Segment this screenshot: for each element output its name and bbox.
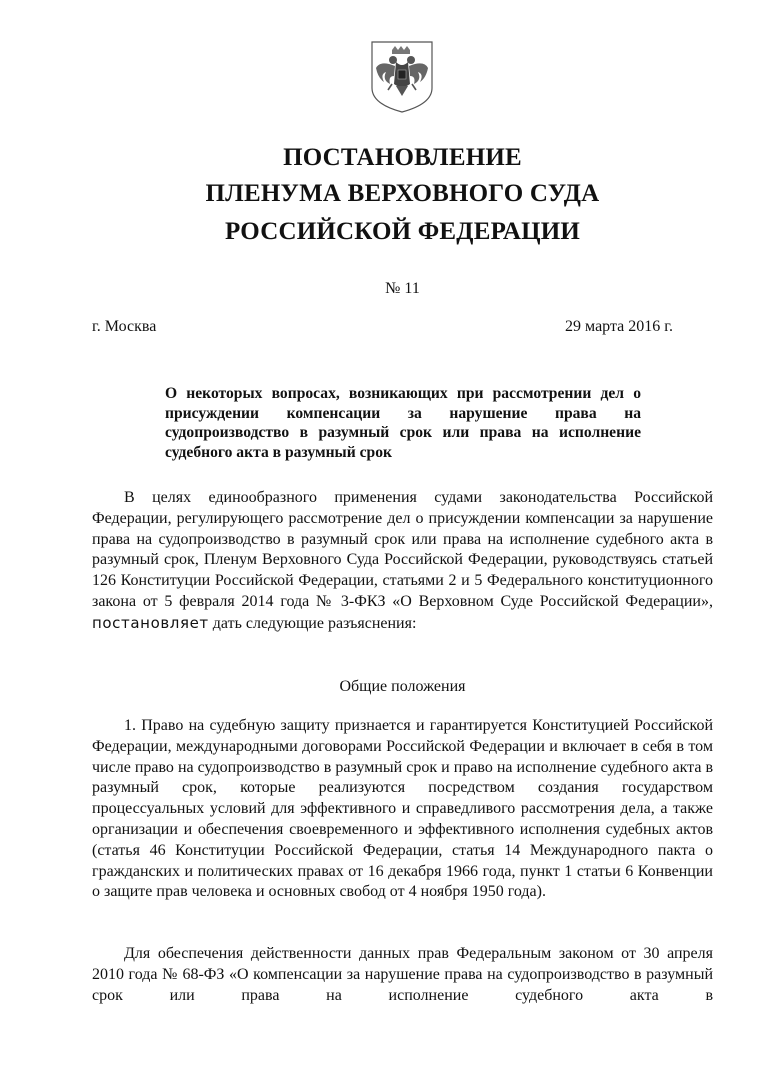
document-title-line-3: РОССИЙСКОЙ ФЕДЕРАЦИИ [224, 218, 581, 245]
preamble-keyword: постановляет [92, 613, 209, 632]
document-number: № 11 [385, 280, 420, 297]
section-title: Общие положения [339, 678, 466, 695]
document-title-line-1: ПОСТАНОВЛЕНИЕ [283, 144, 522, 171]
document-city: г. Москва [92, 318, 157, 335]
document-subject: О некоторых вопросах, возникающих при рассмотрении дел о присуждении компенсации за нарушение права на судопроизводство в разумный срок или права на исполнение судебного акта в разумный срок [165, 385, 641, 461]
preamble-paragraph [92, 488, 713, 635]
document-date: 29 марта 2016 г. [565, 318, 673, 335]
paragraph-2: Для обеспечения действенности данных прав Федеральным законом от 30 апреля 2010 года № 68-ФЗ «О компенсации за нарушение права на судопроизводство в разумный срок или права на исполнение судебного акта в [92, 945, 713, 1004]
document-title-line-2: ПЛЕНУМА ВЕРХОВНОГО СУДА [205, 180, 600, 207]
preamble-text: В целях единообразного применения судами законодательства Российской Федерации, регулирующего рассмотрение дел о присуждении компенсации за нарушение права на судопроизводство в разумный срок или права на исполнение судебного акта в разумный срок, Пленум Верховного Суда Российской Федерации, руководствуясь статьей 126 Конституции Российской Федерации, статьями 2 и 5 Федерального конституционного закона от 5 февраля 2014 года № 3-ФКЗ «О Верховном Суде Российской Федерации», [92, 489, 713, 610]
coat-of-arms-emblem [366, 38, 438, 114]
paragraph-1: 1. Право на судебную защиту признается и гарантируется Конституцией Российской Федерации, международными договорами Российской Федерации и включает в себя в том числе право на судопроизводство в разумный срок и право на исполнение судебного акта в разумный срок, которые реализуются посредством создания государством процессуальных условий для эффективного и справедливого рассмотрения дела, а также организации и обеспечения своевременного и эффективного исполнения судебных актов (статья 46 Конституции Российской Федерации, статья 14 Международного пакта о гражданских и политических правах от 16 декабря 1966 года, пункт 1 статьи 6 Конвенции о защите прав человека и основных свобод от 4 ноября 1950 года). [92, 717, 713, 901]
preamble-tail: дать следующие разъяснения: [208, 614, 417, 632]
